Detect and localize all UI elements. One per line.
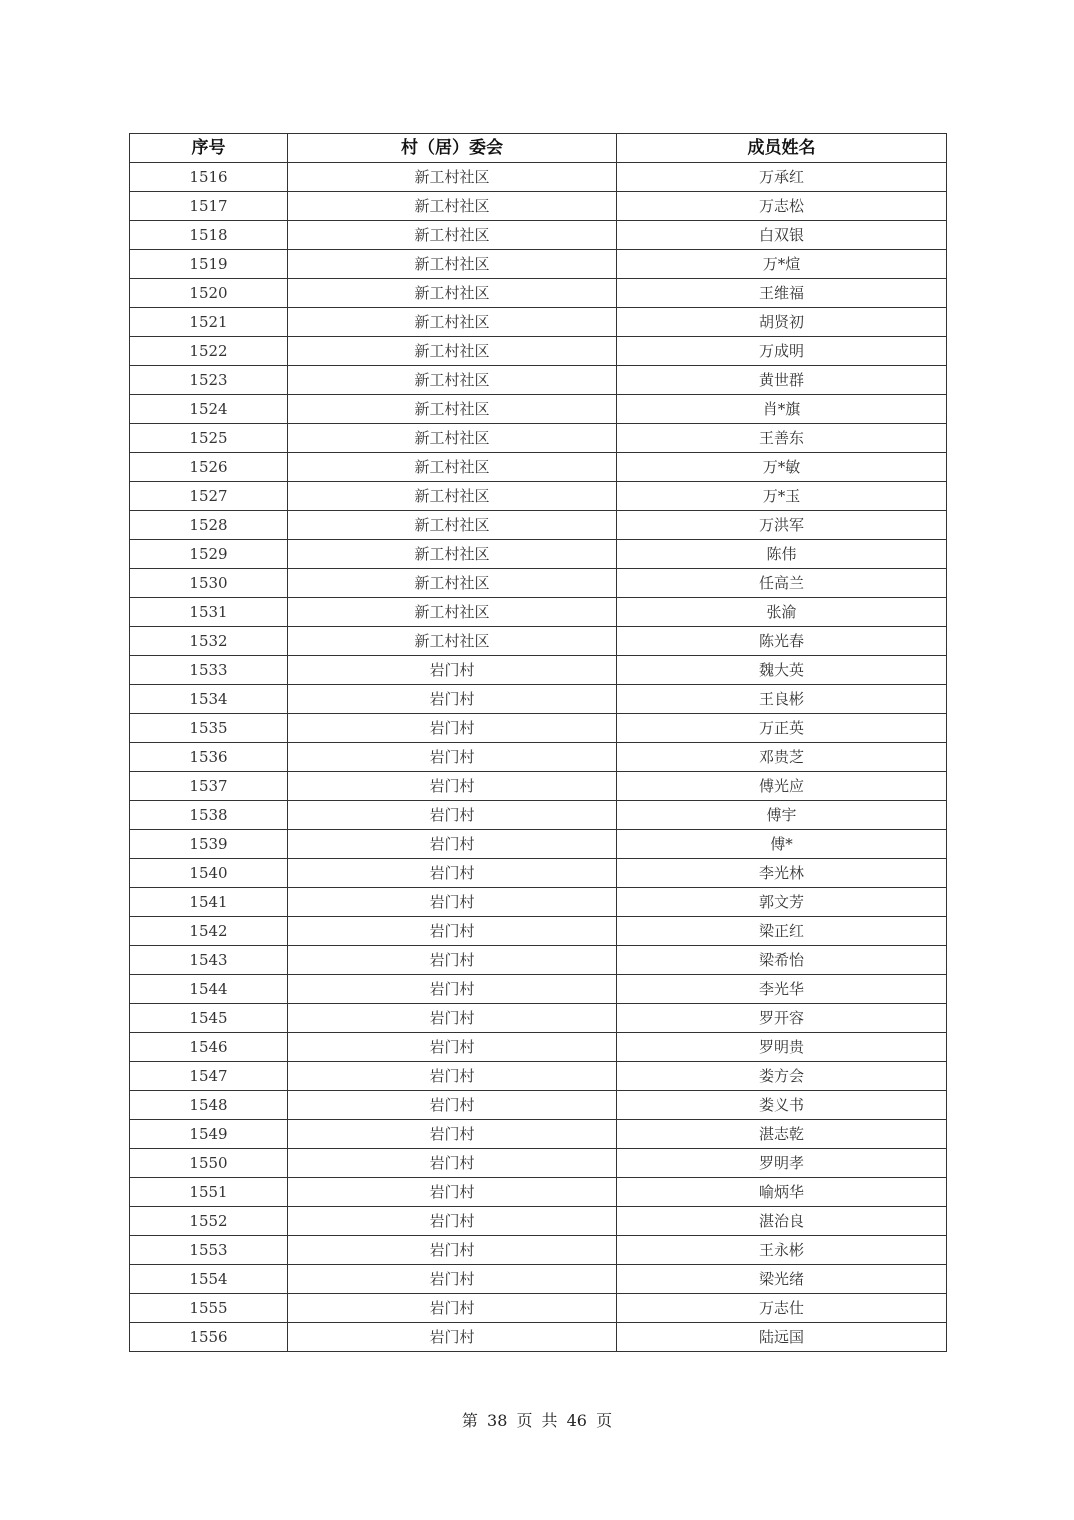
cell-committee: 岩门村 (288, 685, 617, 714)
cell-serial-number: 1525 (130, 424, 288, 453)
cell-member-name: 万志松 (617, 192, 947, 221)
table-row (130, 1062, 947, 1091)
cell-committee: 新工村社区 (288, 569, 617, 598)
cell-member-name: 万洪军 (617, 511, 947, 540)
table-header-row (130, 134, 947, 163)
cell-committee: 岩门村 (288, 656, 617, 685)
table-row (130, 946, 947, 975)
cell-member-name: 肖*旗 (617, 395, 947, 424)
cell-committee: 新工村社区 (288, 598, 617, 627)
table-row (130, 830, 947, 859)
cell-committee: 新工村社区 (288, 221, 617, 250)
cell-committee: 岩门村 (288, 1120, 617, 1149)
cell-serial-number: 1534 (130, 685, 288, 714)
cell-committee: 岩门村 (288, 946, 617, 975)
cell-member-name: 万*煊 (617, 250, 947, 279)
table-row (130, 192, 947, 221)
table-row (130, 859, 947, 888)
cell-serial-number: 1523 (130, 366, 288, 395)
table-row (130, 395, 947, 424)
table-row (130, 1294, 947, 1323)
cell-member-name: 湛志乾 (617, 1120, 947, 1149)
cell-serial-number: 1529 (130, 540, 288, 569)
table-row (130, 1149, 947, 1178)
cell-member-name: 湛治良 (617, 1207, 947, 1236)
cell-member-name: 陈光春 (617, 627, 947, 656)
cell-committee: 新工村社区 (288, 337, 617, 366)
cell-serial-number: 1531 (130, 598, 288, 627)
table-row (130, 1033, 947, 1062)
table-row (130, 1323, 947, 1352)
table-row (130, 250, 947, 279)
cell-committee: 岩门村 (288, 1207, 617, 1236)
header-serial-number: 序号 (130, 134, 288, 163)
cell-committee: 岩门村 (288, 1091, 617, 1120)
cell-committee: 岩门村 (288, 714, 617, 743)
table-row (130, 279, 947, 308)
table-row (130, 685, 947, 714)
cell-member-name: 王永彬 (617, 1236, 947, 1265)
cell-committee: 岩门村 (288, 772, 617, 801)
header-member-name: 成员姓名 (617, 134, 947, 163)
table-row (130, 511, 947, 540)
cell-serial-number: 1519 (130, 250, 288, 279)
cell-member-name: 梁希怡 (617, 946, 947, 975)
cell-serial-number: 1546 (130, 1033, 288, 1062)
cell-committee: 岩门村 (288, 917, 617, 946)
cell-member-name: 任高兰 (617, 569, 947, 598)
cell-member-name: 万成明 (617, 337, 947, 366)
cell-committee: 岩门村 (288, 1149, 617, 1178)
cell-serial-number: 1521 (130, 308, 288, 337)
table-row (130, 424, 947, 453)
cell-member-name: 罗开容 (617, 1004, 947, 1033)
cell-committee: 岩门村 (288, 859, 617, 888)
cell-member-name: 魏大英 (617, 656, 947, 685)
cell-member-name: 李光林 (617, 859, 947, 888)
cell-member-name: 张渝 (617, 598, 947, 627)
cell-committee: 岩门村 (288, 801, 617, 830)
table-row (130, 163, 947, 192)
cell-committee: 新工村社区 (288, 250, 617, 279)
cell-member-name: 傅宇 (617, 801, 947, 830)
cell-serial-number: 1548 (130, 1091, 288, 1120)
cell-serial-number: 1550 (130, 1149, 288, 1178)
cell-serial-number: 1528 (130, 511, 288, 540)
cell-serial-number: 1527 (130, 482, 288, 511)
cell-member-name: 陆远国 (617, 1323, 947, 1352)
cell-serial-number: 1524 (130, 395, 288, 424)
cell-committee: 新工村社区 (288, 366, 617, 395)
cell-member-name: 万*玉 (617, 482, 947, 511)
cell-serial-number: 1553 (130, 1236, 288, 1265)
table-row (130, 540, 947, 569)
cell-committee: 岩门村 (288, 975, 617, 1004)
table-row (130, 772, 947, 801)
cell-serial-number: 1554 (130, 1265, 288, 1294)
table-row (130, 917, 947, 946)
cell-member-name: 郭文芳 (617, 888, 947, 917)
cell-committee: 新工村社区 (288, 540, 617, 569)
cell-serial-number: 1545 (130, 1004, 288, 1033)
cell-member-name: 陈伟 (617, 540, 947, 569)
cell-committee: 岩门村 (288, 1178, 617, 1207)
cell-member-name: 梁正红 (617, 917, 947, 946)
cell-committee: 新工村社区 (288, 424, 617, 453)
cell-serial-number: 1520 (130, 279, 288, 308)
cell-member-name: 万*敏 (617, 453, 947, 482)
cell-serial-number: 1542 (130, 917, 288, 946)
cell-serial-number: 1539 (130, 830, 288, 859)
cell-member-name: 傅* (617, 830, 947, 859)
cell-committee: 岩门村 (288, 1062, 617, 1091)
member-table (129, 133, 947, 1352)
cell-serial-number: 1547 (130, 1062, 288, 1091)
cell-committee: 岩门村 (288, 1236, 617, 1265)
cell-committee: 新工村社区 (288, 482, 617, 511)
table-row (130, 1265, 947, 1294)
table-row (130, 656, 947, 685)
cell-member-name: 万正英 (617, 714, 947, 743)
cell-member-name: 梁光绪 (617, 1265, 947, 1294)
cell-committee: 岩门村 (288, 1265, 617, 1294)
cell-serial-number: 1538 (130, 801, 288, 830)
cell-committee: 岩门村 (288, 1004, 617, 1033)
cell-member-name: 王良彬 (617, 685, 947, 714)
header-committee: 村（居）委会 (288, 134, 617, 163)
cell-committee: 新工村社区 (288, 192, 617, 221)
cell-member-name: 白双银 (617, 221, 947, 250)
cell-member-name: 娄方会 (617, 1062, 947, 1091)
table-row (130, 337, 947, 366)
cell-member-name: 黄世群 (617, 366, 947, 395)
cell-serial-number: 1533 (130, 656, 288, 685)
table-row (130, 888, 947, 917)
cell-committee: 新工村社区 (288, 163, 617, 192)
table-row (130, 482, 947, 511)
table-row (130, 453, 947, 482)
cell-serial-number: 1549 (130, 1120, 288, 1149)
table-row (130, 221, 947, 250)
cell-serial-number: 1536 (130, 743, 288, 772)
cell-serial-number: 1543 (130, 946, 288, 975)
table-row (130, 366, 947, 395)
cell-serial-number: 1555 (130, 1294, 288, 1323)
cell-member-name: 罗明贵 (617, 1033, 947, 1062)
cell-committee: 岩门村 (288, 1033, 617, 1062)
table-body (130, 163, 947, 1352)
cell-serial-number: 1552 (130, 1207, 288, 1236)
cell-serial-number: 1526 (130, 453, 288, 482)
table-row (130, 1091, 947, 1120)
cell-committee: 新工村社区 (288, 279, 617, 308)
cell-serial-number: 1517 (130, 192, 288, 221)
cell-serial-number: 1540 (130, 859, 288, 888)
cell-serial-number: 1530 (130, 569, 288, 598)
cell-committee: 岩门村 (288, 1323, 617, 1352)
cell-member-name: 娄义书 (617, 1091, 947, 1120)
cell-committee: 新工村社区 (288, 395, 617, 424)
table-row (130, 975, 947, 1004)
cell-committee: 新工村社区 (288, 308, 617, 337)
table-row (130, 1120, 947, 1149)
cell-member-name: 胡贤初 (617, 308, 947, 337)
cell-member-name: 李光华 (617, 975, 947, 1004)
cell-committee: 新工村社区 (288, 453, 617, 482)
cell-committee: 岩门村 (288, 830, 617, 859)
table-row (130, 1236, 947, 1265)
cell-serial-number: 1541 (130, 888, 288, 917)
cell-member-name: 万承红 (617, 163, 947, 192)
table-row (130, 627, 947, 656)
cell-member-name: 王善东 (617, 424, 947, 453)
cell-member-name: 喻炳华 (617, 1178, 947, 1207)
table-row (130, 308, 947, 337)
cell-serial-number: 1522 (130, 337, 288, 366)
cell-serial-number: 1544 (130, 975, 288, 1004)
cell-serial-number: 1551 (130, 1178, 288, 1207)
table-row (130, 1004, 947, 1033)
table-row (130, 1178, 947, 1207)
cell-member-name: 傅光应 (617, 772, 947, 801)
cell-member-name: 罗明孝 (617, 1149, 947, 1178)
table-row (130, 569, 947, 598)
cell-committee: 新工村社区 (288, 627, 617, 656)
table-row (130, 743, 947, 772)
table-row (130, 714, 947, 743)
page-footer: 第 38 页 共 46 页 (461, 1411, 613, 1430)
table-row (130, 801, 947, 830)
cell-committee: 新工村社区 (288, 511, 617, 540)
cell-serial-number: 1532 (130, 627, 288, 656)
cell-committee: 岩门村 (288, 1294, 617, 1323)
cell-serial-number: 1518 (130, 221, 288, 250)
table-row (130, 1207, 947, 1236)
cell-serial-number: 1535 (130, 714, 288, 743)
cell-serial-number: 1516 (130, 163, 288, 192)
cell-member-name: 王维福 (617, 279, 947, 308)
cell-committee: 岩门村 (288, 743, 617, 772)
cell-committee: 岩门村 (288, 888, 617, 917)
cell-member-name: 万志仕 (617, 1294, 947, 1323)
cell-member-name: 邓贵芝 (617, 743, 947, 772)
cell-serial-number: 1537 (130, 772, 288, 801)
table-row (130, 598, 947, 627)
cell-serial-number: 1556 (130, 1323, 288, 1352)
